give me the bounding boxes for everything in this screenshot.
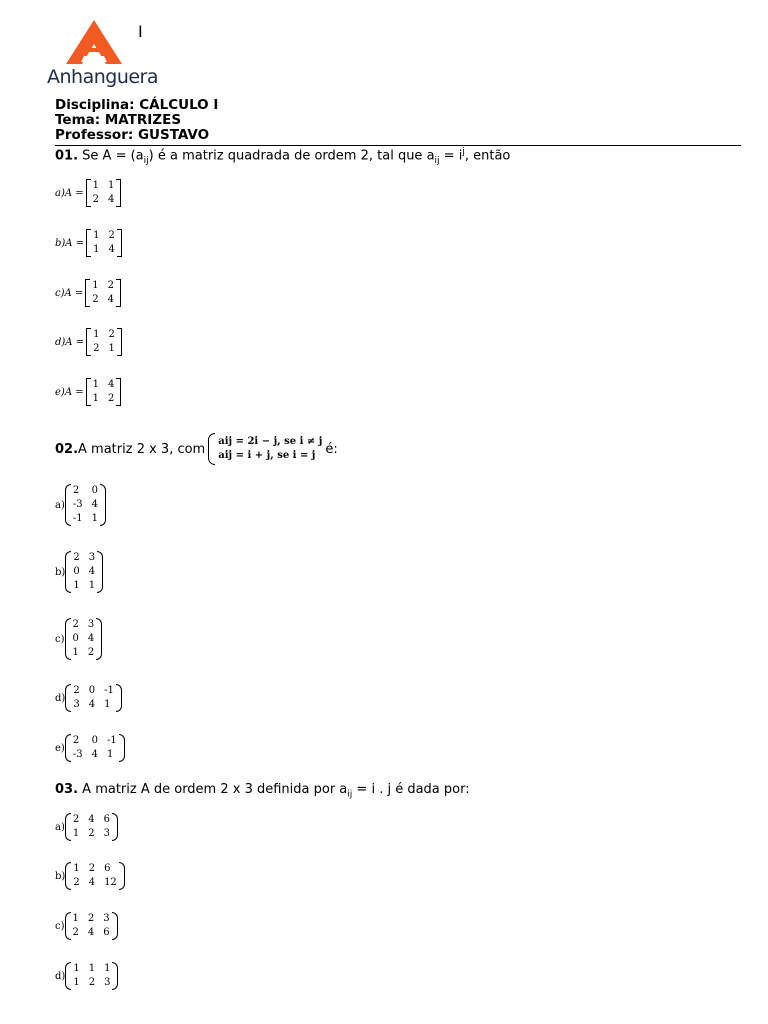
matrix-cell: 4 bbox=[88, 566, 96, 577]
header-divider bbox=[55, 145, 741, 146]
question-02 bbox=[55, 433, 338, 465]
matrix-right-bracket bbox=[97, 551, 103, 593]
logo-text: Anhanguera bbox=[47, 66, 159, 88]
matrix-right-bracket bbox=[112, 813, 118, 841]
option-label: d) bbox=[55, 970, 66, 982]
discipline-line: Disciplina: CÁLCULO I bbox=[55, 97, 219, 113]
matrix bbox=[65, 618, 103, 660]
matrix-cells bbox=[71, 862, 118, 890]
q3-option-d bbox=[55, 962, 118, 990]
matrix-cell: 4 bbox=[107, 379, 115, 390]
matrix-cell: 2 bbox=[107, 393, 115, 404]
matrix-cells bbox=[71, 734, 119, 762]
matrix-cell: 2 bbox=[93, 343, 100, 354]
matrix-cell: 1 bbox=[92, 393, 99, 404]
question-text: Se A = (a bbox=[78, 148, 144, 164]
question-text: , então bbox=[464, 148, 511, 164]
matrix-cell: 12 bbox=[104, 877, 117, 888]
matrix-cells bbox=[71, 684, 116, 712]
q3-option-a bbox=[55, 813, 118, 841]
matrix bbox=[85, 279, 121, 307]
matrix bbox=[65, 862, 124, 890]
matrix-cell: 3 bbox=[73, 699, 80, 710]
matrix-cells bbox=[91, 328, 117, 356]
matrix-cell: 1 bbox=[73, 963, 80, 974]
matrix-right-bracket bbox=[116, 179, 121, 207]
matrix-right-bracket bbox=[117, 229, 122, 257]
q2-option-b bbox=[55, 551, 103, 593]
matrix-cell: 6 bbox=[103, 927, 110, 938]
matrix-cell: 2 bbox=[88, 863, 96, 874]
matrix-cell: 4 bbox=[88, 814, 95, 825]
matrix-cell: -1 bbox=[104, 685, 114, 696]
matrix-cell: -3 bbox=[72, 499, 83, 510]
matrix-cells bbox=[71, 962, 112, 990]
system-brace bbox=[208, 433, 215, 465]
q1-option-d bbox=[55, 328, 122, 356]
question-number: 01. bbox=[55, 148, 79, 164]
question-text: é: bbox=[325, 441, 338, 457]
matrix-cells bbox=[91, 179, 117, 207]
matrix-right-bracket bbox=[116, 378, 121, 406]
subscript: ij bbox=[347, 789, 353, 800]
matrix-cell: 1 bbox=[92, 379, 99, 390]
matrix bbox=[65, 734, 125, 762]
matrix-right-bracket bbox=[116, 684, 122, 712]
matrix-cells bbox=[71, 912, 112, 940]
matrix-cell: 1 bbox=[72, 828, 80, 839]
q1-option-e bbox=[55, 378, 121, 406]
matrix-cell: 1 bbox=[91, 513, 98, 524]
matrix-right-bracket bbox=[119, 734, 125, 762]
matrix-cell: 4 bbox=[91, 499, 98, 510]
matrix-cell: 2 bbox=[92, 194, 100, 205]
option-label: c) bbox=[55, 633, 65, 645]
matrix-right-bracket bbox=[119, 862, 125, 890]
q2-option-d bbox=[55, 684, 122, 712]
superscript: j bbox=[462, 147, 465, 157]
matrix-cell: 4 bbox=[88, 699, 96, 710]
matrix-cell: 1 bbox=[73, 580, 80, 591]
matrix-cell: 4 bbox=[91, 749, 98, 760]
matrix-cell: 2 bbox=[108, 230, 115, 241]
matrix-right-bracket bbox=[96, 618, 102, 660]
q1-option-a bbox=[55, 179, 121, 207]
matrix-cell: 3 bbox=[103, 828, 110, 839]
option-label: e) bbox=[55, 742, 65, 754]
matrix-cells bbox=[91, 229, 117, 257]
matrix-cell: 3 bbox=[87, 619, 95, 630]
matrix-cell: 6 bbox=[103, 814, 110, 825]
matrix bbox=[65, 962, 118, 990]
matrix-cell: 1 bbox=[104, 963, 111, 974]
header-mark: I bbox=[138, 22, 143, 41]
matrix-cell: 2 bbox=[72, 927, 79, 938]
option-label: a) bbox=[55, 821, 65, 833]
q3-option-b bbox=[55, 862, 125, 890]
option-label: d)A = bbox=[55, 336, 85, 348]
matrix-cell: 2 bbox=[73, 685, 80, 696]
q2-option-e bbox=[55, 734, 125, 762]
matrix-cell: 3 bbox=[103, 913, 110, 924]
topic-line: Tema: MATRIZES bbox=[55, 112, 182, 128]
matrix-cell: 4 bbox=[108, 194, 115, 205]
matrix-cell: 2 bbox=[72, 735, 80, 746]
matrix bbox=[65, 551, 103, 593]
matrix bbox=[86, 328, 122, 356]
question-03 bbox=[55, 782, 470, 800]
matrix-right-bracket bbox=[117, 328, 122, 356]
matrix-cell: 2 bbox=[72, 619, 79, 630]
matrix-right-bracket bbox=[112, 962, 118, 990]
question-text: A matriz A de ordem 2 x 3 definida por a bbox=[78, 782, 348, 797]
q1-option-b bbox=[55, 229, 122, 257]
matrix-cell: 0 bbox=[72, 633, 79, 644]
option-label: a)A = bbox=[55, 187, 84, 199]
matrix-cell: 1 bbox=[88, 580, 96, 591]
matrix-cell: 1 bbox=[108, 343, 115, 354]
matrix-cell: 0 bbox=[88, 685, 96, 696]
matrix-cells bbox=[71, 551, 97, 593]
matrix-cell: 0 bbox=[91, 735, 98, 746]
matrix-cell: 4 bbox=[87, 927, 95, 938]
piecewise-system bbox=[208, 433, 322, 465]
q3-option-c bbox=[55, 912, 118, 940]
matrix-cells bbox=[90, 279, 116, 307]
matrix-cell: -1 bbox=[72, 513, 83, 524]
question-text: A matriz 2 x 3, com bbox=[78, 441, 206, 457]
matrix-cell: 1 bbox=[73, 863, 80, 874]
matrix-cell: 1 bbox=[93, 244, 100, 255]
matrix-cells bbox=[71, 813, 112, 841]
matrix-cells bbox=[71, 618, 97, 660]
matrix bbox=[65, 484, 106, 526]
matrix bbox=[65, 813, 118, 841]
matrix-cell: 2 bbox=[87, 913, 95, 924]
question-number: 02. bbox=[55, 441, 79, 457]
question-text: ) é a matriz quadrada de ordem 2, tal que a bbox=[148, 148, 435, 164]
option-label: a) bbox=[55, 499, 65, 511]
matrix-right-bracket bbox=[116, 279, 121, 307]
matrix-cell: 1 bbox=[88, 963, 96, 974]
matrix-cell: 2 bbox=[88, 977, 96, 988]
matrix-cell: 1 bbox=[72, 647, 79, 658]
matrix-cell: 3 bbox=[104, 977, 111, 988]
question-number: 03. bbox=[55, 782, 79, 797]
matrix-right-bracket bbox=[112, 912, 118, 940]
matrix-cells bbox=[91, 378, 117, 406]
system-line-1: aij = 2i − j, se i ≠ j bbox=[218, 436, 323, 447]
question-text: = i . j é dada por: bbox=[352, 782, 470, 797]
matrix-cell: 3 bbox=[88, 552, 96, 563]
option-label: c)A = bbox=[55, 287, 84, 299]
matrix-cell: 4 bbox=[88, 877, 96, 888]
matrix bbox=[86, 378, 122, 406]
matrix bbox=[86, 179, 122, 207]
matrix-cell: 1 bbox=[93, 230, 100, 241]
option-label: e)A = bbox=[55, 386, 84, 398]
matrix-cell: 1 bbox=[92, 280, 99, 291]
question-01 bbox=[55, 147, 510, 166]
question-text: = i bbox=[439, 148, 463, 164]
matrix-cell: 2 bbox=[72, 814, 80, 825]
matrix-cell: 1 bbox=[72, 913, 79, 924]
q2-option-c bbox=[55, 618, 102, 660]
matrix-cell: 2 bbox=[92, 294, 99, 305]
matrix-cell: 6 bbox=[104, 863, 111, 874]
matrix-cell: 0 bbox=[91, 485, 98, 496]
matrix-cell: 2 bbox=[73, 552, 80, 563]
matrix-cell: 1 bbox=[73, 977, 80, 988]
professor-line: Professor: GUSTAVO bbox=[55, 127, 210, 143]
matrix-cell: 2 bbox=[108, 329, 115, 340]
matrix-cell: 1 bbox=[106, 749, 114, 760]
option-label: b)A = bbox=[55, 237, 85, 249]
q2-option-a bbox=[55, 484, 106, 526]
matrix-cell: 1 bbox=[92, 180, 100, 191]
q1-option-c bbox=[55, 279, 121, 307]
option-label: b) bbox=[55, 870, 66, 882]
matrix-cell: 4 bbox=[107, 294, 115, 305]
matrix-cell: 2 bbox=[72, 485, 80, 496]
option-label: b) bbox=[55, 566, 66, 578]
matrix-cell: 1 bbox=[93, 329, 100, 340]
subscript: ij bbox=[143, 155, 149, 166]
subscript: ij bbox=[434, 155, 440, 166]
matrix-cell: 2 bbox=[107, 280, 115, 291]
matrix bbox=[65, 912, 118, 940]
option-label: d) bbox=[55, 692, 66, 704]
matrix-cells bbox=[71, 484, 100, 526]
matrix-cell: 1 bbox=[108, 180, 115, 191]
matrix bbox=[65, 684, 122, 712]
matrix-cell: 2 bbox=[73, 877, 80, 888]
matrix-cell: 0 bbox=[73, 566, 80, 577]
option-label: c) bbox=[55, 920, 65, 932]
matrix-cell: -3 bbox=[72, 749, 83, 760]
matrix-cell: 4 bbox=[108, 244, 115, 255]
matrix-cell: 2 bbox=[88, 828, 95, 839]
matrix-cell: 1 bbox=[104, 699, 111, 710]
matrix-cell: 2 bbox=[87, 647, 95, 658]
matrix bbox=[86, 229, 122, 257]
matrix-cell: 4 bbox=[87, 633, 95, 644]
system-line-2: aij = i + j, se i = j bbox=[218, 450, 316, 461]
matrix-right-bracket bbox=[100, 484, 106, 526]
matrix-cell: -1 bbox=[106, 735, 117, 746]
